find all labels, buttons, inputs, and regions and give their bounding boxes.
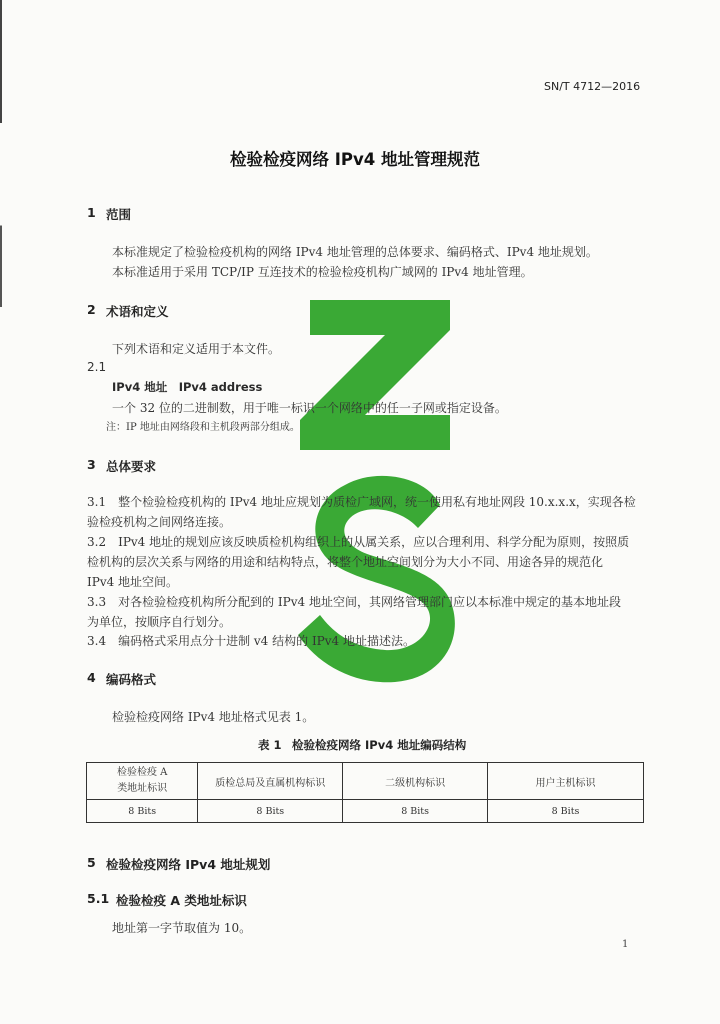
- clause-3-4: 3.4 编码格式采用点分十进制 v4 结构的 IPv4 地址描述法。: [87, 634, 415, 648]
- table-header-cell: 用户主机标识: [488, 763, 644, 800]
- header-a-class-line-1: 检验检疫 A: [116, 767, 168, 778]
- section-2-paragraph-1: 下列术语和定义适用于本文件。: [112, 342, 281, 356]
- section-1-title: 范围: [106, 207, 132, 222]
- table-header-cell: 质检总局及直属机构标识: [198, 763, 343, 800]
- section-4-paragraph-1: 检验检疫网络 IPv4 地址格式见表 1。: [112, 710, 315, 724]
- section-1-paragraph-2: 本标准适用于采用 TCP/IP 互连技术的检验检疫机构广域网的 IPv4 地址管理。: [112, 265, 533, 279]
- table-cell: 8 Bits: [198, 800, 343, 823]
- clause-3-3-line-2: 为单位，按顺序自行划分。: [87, 615, 232, 629]
- page-number: 1: [622, 939, 629, 950]
- clause-5-1-number: 5.1: [87, 891, 110, 906]
- section-4-title: 编码格式: [106, 672, 157, 687]
- section-3-number: 3: [87, 457, 96, 472]
- watermark-z-shape: [300, 300, 450, 450]
- standard-number: SN/T 4712—2016: [544, 80, 641, 93]
- section-5-title: 检验检疫网络 IPv4 地址规划: [106, 857, 271, 872]
- section-1-paragraph-1: 本标准规定了检验检疫机构的网络 IPv4 地址管理的总体要求、编码格式、IPv4 地址规划。: [112, 245, 598, 259]
- table-header-row: [87, 763, 644, 800]
- term-2-1-number: 2.1: [87, 360, 107, 374]
- section-1-number: 1: [87, 205, 96, 220]
- document-title: 检验检疫网络 IPv4 地址管理规范: [230, 150, 480, 169]
- clause-3-3-line-1: 3.3 对各检验检疫机构所分配到的 IPv4 地址空间，其网络管理部门应以本标准中规定的基本地址段: [87, 595, 621, 609]
- clause-3-2-line-2: 检机构的层次关系与网络的用途和结构特点，将整个地址空间划分为大小不同、用途各异的规范化: [87, 555, 604, 569]
- table-header-cell: [87, 763, 198, 800]
- section-5-number: 5: [87, 855, 96, 870]
- clause-3-2-line-3: IPv4 地址空间。: [87, 575, 179, 589]
- table-1-caption-number: 表 1: [258, 738, 282, 752]
- section-3-title: 总体要求: [106, 459, 157, 474]
- section-4-number: 4: [87, 670, 96, 685]
- address-encoding-table: [86, 762, 644, 823]
- term-2-1-term: IPv4 地址 IPv4 address: [112, 380, 263, 394]
- term-2-1-definition: 一个 32 位的二进制数，用于唯一标识一个网络中的任一子网或指定设备。: [112, 401, 507, 415]
- table-cell: 8 Bits: [87, 800, 198, 823]
- section-2-number: 2: [87, 302, 96, 317]
- clause-5-1-title: 检验检疫 A 类地址标识: [116, 893, 247, 908]
- table-row: [87, 800, 644, 823]
- clause-3-1-line-1: 3.1 整个检验检疫机构的 IPv4 地址应规划为质检广域网，统一使用私有地址网段 10.x.x.x，实现各检: [87, 495, 636, 509]
- term-2-1-note: 注：IP 地址由网络段和主机段两部分组成。: [106, 422, 300, 433]
- table-cell: 8 Bits: [343, 800, 488, 823]
- scan-edge: [0, 0, 2, 1024]
- clause-3-2-line-1: 3.2 IPv4 地址的规划应该反映质检机构组织上的从属关系，应以合理利用、科学分配为原则，按照质: [87, 535, 630, 549]
- section-2-title: 术语和定义: [106, 304, 169, 319]
- table-1-caption: 检验检疫网络 IPv4 地址编码结构: [292, 738, 467, 752]
- clause-3-1-line-2: 验检疫机构之间网络连接。: [87, 515, 232, 529]
- clause-5-1-paragraph: 地址第一字节取值为 10。: [112, 921, 252, 935]
- table-cell: 8 Bits: [488, 800, 644, 823]
- header-a-class-line-2: 类地址标识: [117, 783, 168, 794]
- table-header-cell: 二级机构标识: [343, 763, 488, 800]
